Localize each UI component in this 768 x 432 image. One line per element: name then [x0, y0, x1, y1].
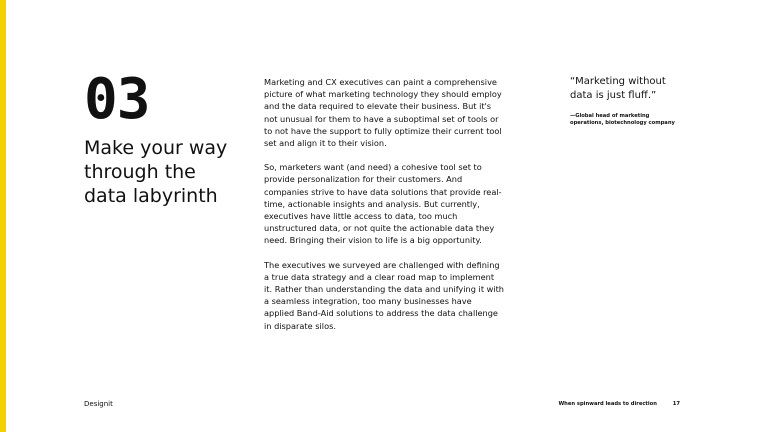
footer-doc-title: When spinward leads to direction [558, 401, 657, 407]
footer-meta [558, 400, 680, 408]
page-number: 17 [672, 401, 680, 407]
body-paragraph: Marketing and CX executives can paint a comprehensive picture of what marketing technology they should employ and the data required to elevate their business. But it's not unusual for them to have a suboptimal set of tools or to not have the support to fully optimize their current tool set and align it to their vision. [264, 77, 502, 149]
quote-attribution: —Global head of marketing operations, biotechnology company [570, 113, 675, 126]
section-number: 03 [84, 67, 150, 132]
body-paragraph: So, marketers want (and need) a cohesive tool set to provide personalization for their customers. And companies strive to have data solutions that provide real-time, actionable insights and analysis. But currently, executives have little access to data, too much unstructured data, or not quite the actionable data they need. Bringing their vision to life is a big opportunity. [264, 162, 502, 246]
accent-bar [0, 0, 6, 432]
body-text [264, 76, 504, 344]
pull-quote: “Marketing without data is just fluff.” [570, 76, 666, 101]
footer-brand: Designit [84, 400, 113, 408]
body-paragraph: The executives we surveyed are challenged with defining a true data strategy and a clear road map to implement it. Rather than understanding the data and unifying it with a seamless integration, too many businesses have applied Band-Aid solutions to address the data challenge in disparate silos. [264, 259, 504, 331]
section-title: Make your way through the data labyrinth [84, 137, 228, 207]
